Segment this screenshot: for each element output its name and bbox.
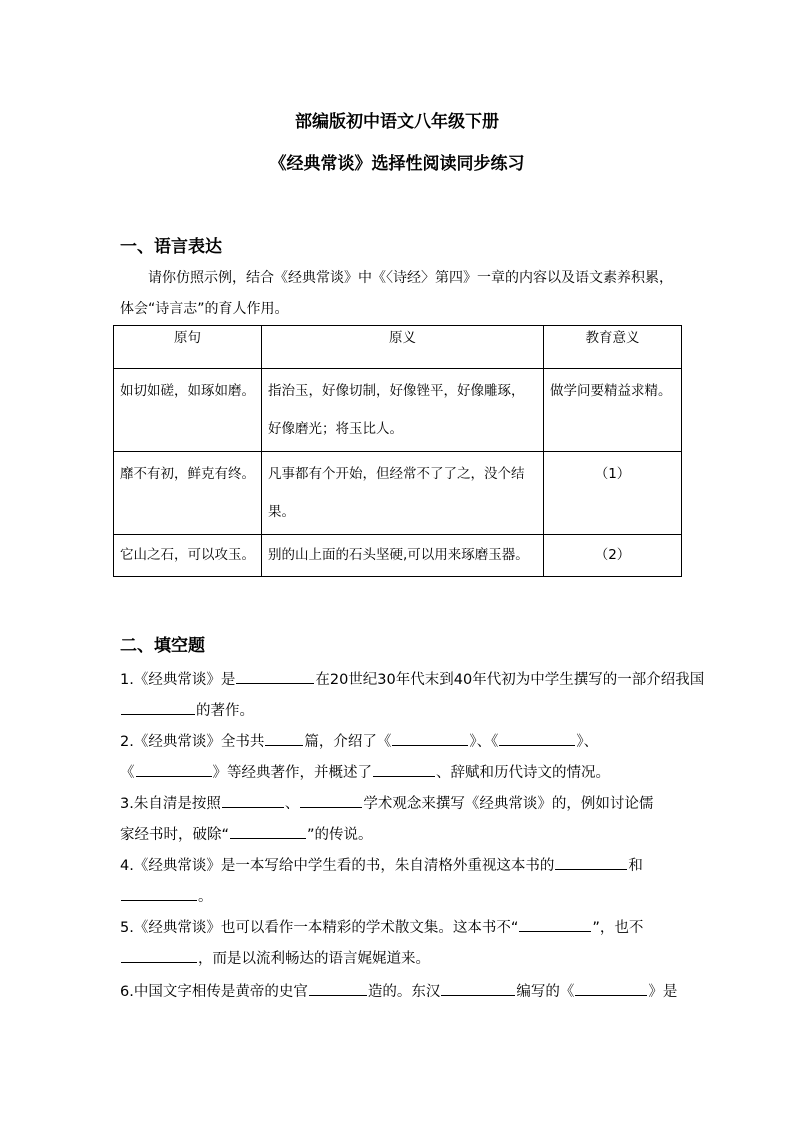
row-significance: 做学问要精益求精。 <box>544 369 682 452</box>
row-original: 它山之石，可以攻玉。 <box>114 535 262 577</box>
poetry-table <box>113 325 682 577</box>
fill-blank[interactable] <box>222 791 284 808</box>
row-meaning: 指治玉，好像切制，好像锉平，好像雕琢， 好像磨光；将玉比人。 <box>262 369 544 452</box>
question-1-line-1: 1.《经典常谈》是 在20世纪30年代末到40年代初为中学生撰写的一部介绍我国 <box>120 667 704 690</box>
fill-blank[interactable] <box>373 760 435 777</box>
table-row <box>114 452 682 535</box>
row-original: 如切如磋，如琢如磨。 <box>114 369 262 452</box>
section-heading-language-expression: 一、语言表达 <box>120 237 222 257</box>
fill-blank[interactable] <box>121 884 197 901</box>
fill-blank[interactable] <box>519 915 591 932</box>
header-original: 原句 <box>114 326 262 369</box>
fill-blank[interactable] <box>136 760 212 777</box>
table-header-row <box>114 326 682 369</box>
fill-blank[interactable] <box>300 791 362 808</box>
question-4-line-1: 4.《经典常谈》是一本写给中学生看的书，朱自清格外重视这本书的 和 <box>120 853 643 876</box>
table-row <box>114 535 682 577</box>
question-3-line-1: 3.朱自清是按照 、 学术观念来撰写《经典常谈》的，例如讨论儒 <box>120 791 653 814</box>
instruction-line-2: 体会“诗言志”的育人作用。 <box>120 301 289 317</box>
header-meaning: 原义 <box>262 326 544 369</box>
header-significance: 教育意义 <box>544 326 682 369</box>
question-1-line-2: 的著作。 <box>120 698 254 721</box>
fill-blank[interactable] <box>499 729 575 746</box>
answer-blank-2[interactable]: （2） <box>544 535 682 577</box>
question-5-line-2: ，而是以流利畅达的语言娓娓道来。 <box>120 946 430 969</box>
question-4-line-2: 。 <box>120 884 213 907</box>
fill-blank[interactable] <box>265 729 303 746</box>
fill-blank[interactable] <box>121 698 195 715</box>
question-6-line-1: 6.中国文字相传是黄帝的史官 造的。东汉 编写的《 》是 <box>120 979 677 1002</box>
fill-blank[interactable] <box>121 946 197 963</box>
document-subtitle: 《经典常谈》选择性阅读同步练习 <box>269 154 525 174</box>
row-original: 靡不有初，鲜克有终。 <box>114 452 262 535</box>
fill-blank[interactable] <box>236 667 314 684</box>
question-3-line-2: 家经书时，破除“ ”的传说。 <box>120 822 373 845</box>
table-row <box>114 369 682 452</box>
fill-blank[interactable] <box>555 853 627 870</box>
row-meaning: 别的山上面的石头坚硬,可以用来琢磨玉器。 <box>262 535 544 577</box>
fill-blank[interactable] <box>230 822 306 839</box>
fill-blank[interactable] <box>575 979 647 996</box>
question-5-line-1: 5.《经典常谈》也可以看作一本精彩的学术散文集。这本书不“ ”，也不 <box>120 915 643 938</box>
document-title: 部编版初中语文八年级下册 <box>295 112 499 132</box>
question-2-line-1: 2.《经典常谈》全书共 篇，介绍了《 》、《 》、 <box>120 729 598 752</box>
instruction-line-1: 请你仿照示例，结合《经典常谈》中《〈诗经〉第四》一章的内容以及语文素养积累， <box>148 270 673 286</box>
fill-blank[interactable] <box>392 729 468 746</box>
question-2-line-2: 《 》等经典著作，并概述了 、辞赋和历代诗文的情况。 <box>120 760 610 783</box>
answer-blank-1[interactable]: （1） <box>544 452 682 535</box>
fill-blank[interactable] <box>309 979 367 996</box>
row-meaning: 凡事都有个开始，但经常不了了之，没个结 果。 <box>262 452 544 535</box>
fill-blank[interactable] <box>441 979 515 996</box>
section-heading-fill-blank: 二、填空题 <box>120 636 205 656</box>
